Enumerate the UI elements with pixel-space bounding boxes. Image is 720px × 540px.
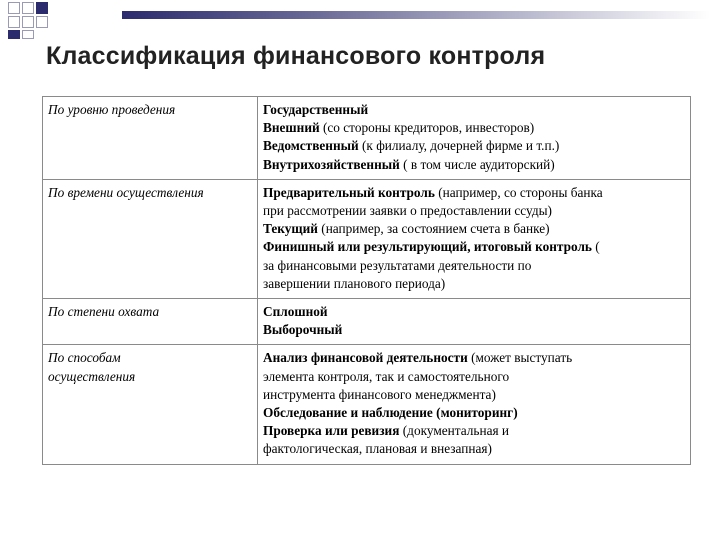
type-line	[263, 275, 685, 293]
criterion-label: По степени охвата	[48, 304, 160, 320]
slide-decoration	[0, 0, 720, 40]
deco-square	[36, 2, 48, 14]
type-note: инструмента финансового менеджмента)	[263, 386, 496, 402]
deco-square	[8, 2, 20, 14]
deco-square	[36, 16, 48, 28]
type-name: Государственный	[263, 102, 369, 117]
criterion-label: По времени осуществления	[48, 184, 204, 200]
type-line	[263, 440, 685, 458]
type-line	[263, 137, 685, 155]
type-line	[263, 257, 685, 275]
type-line	[263, 220, 685, 238]
type-note: (со стороны кредиторов, инвесторов)	[319, 120, 535, 136]
type-line	[263, 238, 685, 256]
type-note: (к филиалу, дочерней фирме и т.п.)	[358, 138, 560, 154]
type-name: Внутрихозяйственный	[263, 156, 400, 172]
classification-table	[42, 96, 691, 465]
type-line	[263, 184, 685, 202]
type-line	[263, 202, 685, 220]
criterion-label-line: осуществления	[48, 368, 136, 384]
criterion-label: По уровню проведения	[48, 102, 176, 117]
type-note: за финансовыми результатами деятельности по	[263, 257, 532, 273]
criterion-cell	[43, 97, 258, 180]
type-line	[263, 404, 685, 422]
table-row	[43, 97, 691, 180]
type-line	[263, 349, 685, 367]
type-line	[263, 119, 685, 137]
type-name: Текущий	[263, 221, 318, 237]
type-line	[263, 422, 685, 440]
type-name: Финишный или результирующий, итоговый контроль	[263, 239, 592, 255]
table-row	[43, 345, 691, 464]
type-line	[263, 386, 685, 404]
type-name: Выборочный	[263, 322, 343, 338]
header-gradient-bar	[122, 11, 710, 19]
type-note: (может выступать	[467, 350, 573, 366]
deco-square	[8, 16, 20, 28]
deco-square	[22, 16, 34, 28]
type-name: Анализ финансовой деятельности	[263, 350, 468, 366]
type-name: Ведомственный	[263, 138, 359, 154]
type-line	[263, 321, 685, 339]
deco-square	[22, 2, 34, 14]
type-name: Предварительный контроль	[263, 184, 435, 200]
types-cell	[258, 179, 691, 298]
type-line	[263, 101, 685, 119]
table-row	[43, 299, 691, 345]
type-name: Обследование и наблюдение (мониторинг)	[263, 405, 518, 421]
type-name: Внешний	[263, 120, 320, 136]
type-note: фактологическая, плановая и внезапная)	[263, 441, 492, 457]
types-cell	[258, 345, 691, 464]
criterion-cell	[43, 179, 258, 298]
deco-square	[22, 30, 34, 39]
type-note: завершении планового периода)	[263, 275, 446, 291]
table-row	[43, 179, 691, 298]
type-note: (например, за состоянием счета в банке)	[317, 221, 550, 237]
type-note: ( в том числе аудиторский)	[399, 156, 555, 172]
types-cell	[258, 97, 691, 180]
type-line	[263, 303, 685, 321]
type-name: Проверка или ревизия	[263, 423, 400, 439]
types-cell	[258, 299, 691, 345]
type-note: при рассмотрении заявки о предоставлении ссуды)	[263, 203, 552, 219]
type-note: (например, со стороны банка	[434, 184, 603, 200]
type-note: элемента контроля, так и самостоятельного	[263, 368, 510, 384]
criterion-cell	[43, 345, 258, 464]
type-line	[263, 156, 685, 174]
criterion-label-line: По способам	[48, 350, 121, 366]
page-title: Классификация финансового контроля	[46, 42, 546, 70]
criterion-cell	[43, 299, 258, 345]
type-line	[263, 368, 685, 386]
type-note: (документальная и	[399, 423, 510, 439]
deco-square	[8, 30, 20, 39]
type-note: (	[591, 239, 600, 255]
type-name: Сплошной	[263, 304, 328, 320]
